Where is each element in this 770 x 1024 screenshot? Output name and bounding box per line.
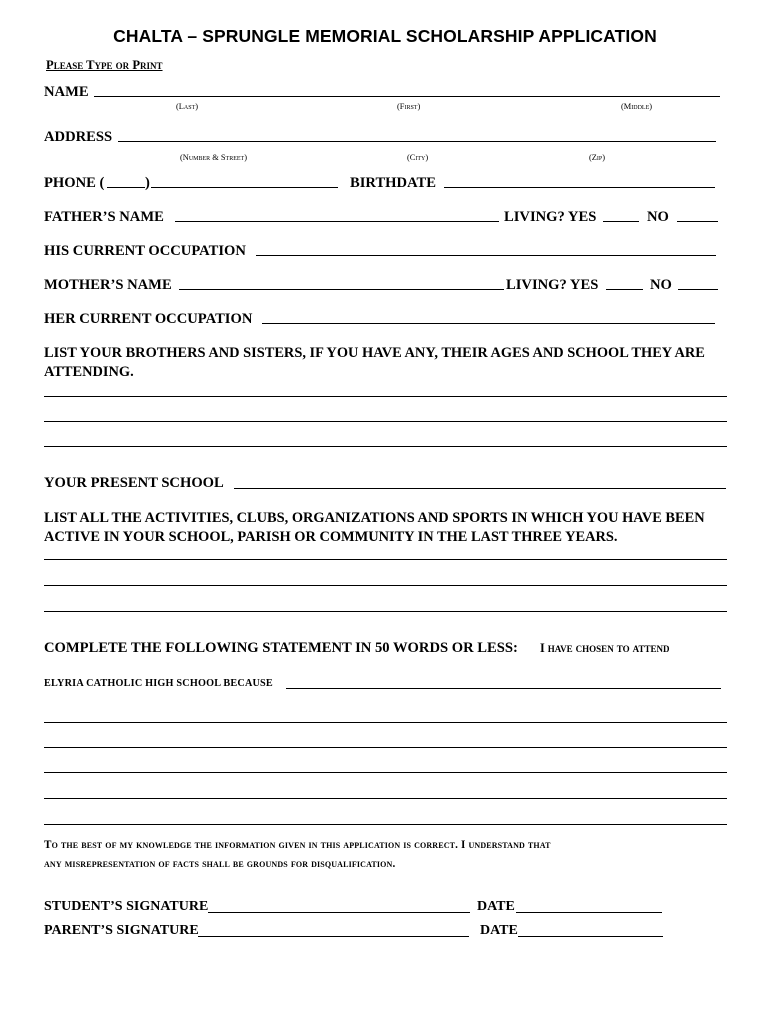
activities-prompt: LIST ALL THE ACTIVITIES, CLUBS, ORGANIZATIONS AND SPORTS IN WHICH YOU HAVE BEEN ACTIVE IN YOUR SCHOOL, PARISH OR COMMUNITY IN THE LAST THREE YEARS. (44, 510, 705, 545)
statement-line-1[interactable] (44, 722, 727, 723)
name-label: NAME (44, 84, 89, 100)
father-living-no-field[interactable] (677, 221, 718, 222)
father-living-no-label: NO (647, 209, 669, 225)
student-date-field[interactable] (516, 912, 662, 913)
parent-signature-label: PARENT’S SIGNATURE (44, 923, 199, 938)
siblings-prompt: LIST YOUR BROTHERS AND SISTERS, IF YOU HAVE ANY, THEIR AGES AND SCHOOL THEY ARE ATTENDING. (44, 345, 705, 380)
siblings-line-2[interactable] (44, 421, 727, 422)
father-living-yes-field[interactable] (603, 221, 639, 222)
activities-line-3[interactable] (44, 611, 727, 612)
his-occupation-field[interactable] (256, 255, 716, 256)
parent-date-label: DATE (480, 923, 518, 938)
mother-living-no-field[interactable] (678, 289, 718, 290)
siblings-line-3[interactable] (44, 446, 727, 447)
phone-label-close: ) (145, 175, 150, 191)
mother-living-no-label: NO (650, 277, 672, 293)
phone-label-open: PHONE ( (44, 175, 105, 191)
address-sub-zip: (Zip) (589, 153, 606, 162)
mother-living-yes-field[interactable] (606, 289, 643, 290)
name-field[interactable] (94, 96, 720, 97)
father-name-label: FATHER’S NAME (44, 209, 164, 225)
name-sub-first: (First) (397, 102, 421, 111)
father-name-field[interactable] (175, 221, 499, 222)
certification-line-2: any misrepresentation of facts shall be grounds for disqualification. (44, 858, 396, 870)
activities-line-2[interactable] (44, 585, 727, 586)
mother-name-field[interactable] (179, 289, 504, 290)
father-living-yes-label: LIVING? YES (504, 209, 597, 225)
name-sub-middle: (Middle) (621, 102, 653, 111)
statement-lead: I have chosen to attend (540, 641, 670, 655)
her-occupation-field[interactable] (262, 323, 715, 324)
statement-line-4[interactable] (44, 798, 727, 799)
statement-line2-label: ELYRIA CATHOLIC HIGH SCHOOL BECAUSE (44, 678, 273, 689)
mother-living-yes-label: LIVING? YES (506, 277, 599, 293)
present-school-label: YOUR PRESENT SCHOOL (44, 475, 224, 491)
address-field[interactable] (118, 141, 716, 142)
parent-signature-field[interactable] (198, 936, 469, 937)
mother-name-label: MOTHER’S NAME (44, 277, 172, 293)
name-sub-last: (Last) (176, 102, 199, 111)
student-signature-field[interactable] (208, 912, 470, 913)
instruction-text: Please Type or Print (46, 58, 163, 72)
certification-line-1: To the best of my knowledge the information given in this application is correct. I understand that (44, 839, 551, 851)
statement-prompt: COMPLETE THE FOLLOWING STATEMENT IN 50 WORDS OR LESS: (44, 640, 518, 656)
birthdate-label: BIRTHDATE (350, 175, 436, 191)
his-occupation-label: HIS CURRENT OCCUPATION (44, 243, 246, 259)
present-school-field[interactable] (234, 488, 726, 489)
student-date-label: DATE (477, 899, 515, 914)
address-sub-street: (Number & Street) (180, 153, 247, 162)
statement-line-3[interactable] (44, 772, 727, 773)
parent-date-field[interactable] (518, 936, 663, 937)
birthdate-field[interactable] (444, 187, 715, 188)
activities-line-1[interactable] (44, 559, 727, 560)
phone-area-code-field[interactable] (107, 187, 145, 188)
student-signature-label: STUDENT’S SIGNATURE (44, 899, 209, 914)
address-label: ADDRESS (44, 129, 113, 145)
her-occupation-label: HER CURRENT OCCUPATION (44, 311, 253, 327)
address-sub-city: (City) (407, 153, 429, 162)
statement-field[interactable] (286, 688, 721, 689)
statement-line-2[interactable] (44, 747, 727, 748)
phone-number-field[interactable] (151, 187, 338, 188)
statement-line-5[interactable] (44, 824, 727, 825)
form-title: CHALTA – SPRUNGLE MEMORIAL SCHOLARSHIP APPLICATION (113, 26, 657, 46)
siblings-line-1[interactable] (44, 396, 727, 397)
